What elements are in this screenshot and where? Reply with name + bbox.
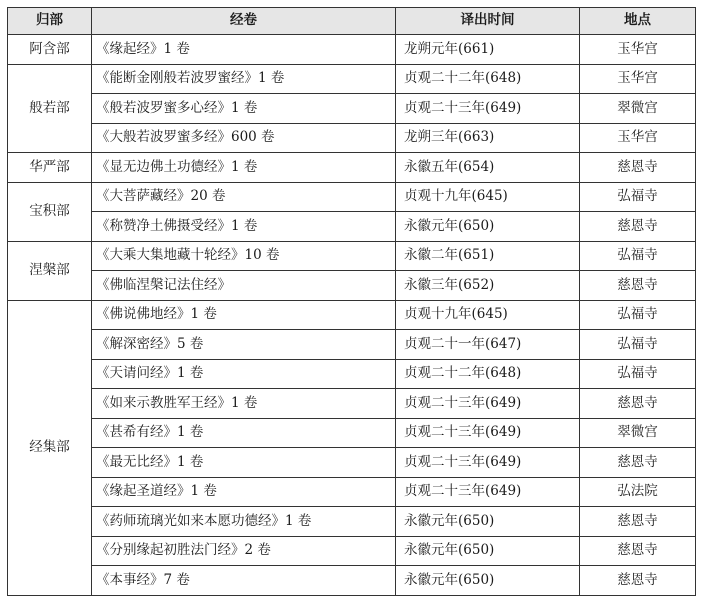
time-cell: 永徽元年(650) xyxy=(396,212,580,242)
place-cell: 翠微宫 xyxy=(580,418,696,448)
time-cell: 龙朔元年(661) xyxy=(396,35,580,65)
document xyxy=(7,7,696,596)
title-cell: 《缘起经》1 卷 xyxy=(92,35,396,65)
header-row xyxy=(8,8,696,35)
title-cell: 《称赞净土佛摄受经》1 卷 xyxy=(92,212,396,242)
time-cell: 贞观二十二年(648) xyxy=(396,64,580,94)
header-time: 译出时间 xyxy=(396,8,580,35)
place-cell: 弘福寺 xyxy=(580,182,696,212)
title-cell: 《最无比经》1 卷 xyxy=(92,448,396,478)
place-cell: 弘福寺 xyxy=(580,300,696,330)
category-cell: 华严部 xyxy=(8,153,92,183)
table-body xyxy=(8,35,696,596)
title-cell: 《缘起圣道经》1 卷 xyxy=(92,477,396,507)
table-row xyxy=(8,64,696,94)
title-cell: 《大乘大集地藏十轮经》10 卷 xyxy=(92,241,396,271)
table-row xyxy=(8,94,696,124)
category-cell: 经集部 xyxy=(8,300,92,595)
table-row xyxy=(8,241,696,271)
title-cell: 《甚希有经》1 卷 xyxy=(92,418,396,448)
table-header xyxy=(8,8,696,35)
category-cell: 阿含部 xyxy=(8,35,92,65)
time-cell: 永徽元年(650) xyxy=(396,507,580,537)
table-row xyxy=(8,330,696,360)
time-cell: 贞观二十三年(649) xyxy=(396,389,580,419)
place-cell: 慈恩寺 xyxy=(580,212,696,242)
time-cell: 永徽三年(652) xyxy=(396,271,580,301)
place-cell: 慈恩寺 xyxy=(580,507,696,537)
place-cell: 慈恩寺 xyxy=(580,566,696,596)
title-cell: 《药师琉璃光如来本愿功德经》1 卷 xyxy=(92,507,396,537)
place-cell: 玉华宫 xyxy=(580,35,696,65)
table-row xyxy=(8,35,696,65)
table-row xyxy=(8,566,696,596)
title-cell: 《本事经》7 卷 xyxy=(92,566,396,596)
title-cell: 《般若波罗蜜多心经》1 卷 xyxy=(92,94,396,124)
time-cell: 贞观十九年(645) xyxy=(396,300,580,330)
header-title: 经卷 xyxy=(92,8,396,35)
title-cell: 《大般若波罗蜜多经》600 卷 xyxy=(92,123,396,153)
place-cell: 慈恩寺 xyxy=(580,536,696,566)
table-row xyxy=(8,123,696,153)
table-row xyxy=(8,507,696,537)
place-cell: 慈恩寺 xyxy=(580,271,696,301)
time-cell: 贞观二十一年(647) xyxy=(396,330,580,360)
table-row xyxy=(8,212,696,242)
table-row xyxy=(8,359,696,389)
place-cell: 慈恩寺 xyxy=(580,153,696,183)
place-cell: 弘福寺 xyxy=(580,241,696,271)
sutra-translation-table xyxy=(7,7,696,596)
table-row xyxy=(8,418,696,448)
table-row xyxy=(8,153,696,183)
table-row xyxy=(8,182,696,212)
time-cell: 永徽二年(651) xyxy=(396,241,580,271)
place-cell: 弘福寺 xyxy=(580,330,696,360)
title-cell: 《解深密经》5 卷 xyxy=(92,330,396,360)
table-row xyxy=(8,389,696,419)
category-cell: 般若部 xyxy=(8,64,92,153)
table-row xyxy=(8,477,696,507)
category-cell: 宝积部 xyxy=(8,182,92,241)
header-place: 地点 xyxy=(580,8,696,35)
time-cell: 永徽元年(650) xyxy=(396,536,580,566)
time-cell: 贞观十九年(645) xyxy=(396,182,580,212)
title-cell: 《大菩萨藏经》20 卷 xyxy=(92,182,396,212)
title-cell: 《分别缘起初胜法门经》2 卷 xyxy=(92,536,396,566)
title-cell: 《如来示教胜军王经》1 卷 xyxy=(92,389,396,419)
time-cell: 永徽元年(650) xyxy=(396,566,580,596)
category-cell: 涅槃部 xyxy=(8,241,92,300)
time-cell: 贞观二十三年(649) xyxy=(396,477,580,507)
table-row xyxy=(8,271,696,301)
place-cell: 翠微宫 xyxy=(580,94,696,124)
title-cell: 《天请问经》1 卷 xyxy=(92,359,396,389)
header-category: 归部 xyxy=(8,8,92,35)
place-cell: 慈恩寺 xyxy=(580,389,696,419)
time-cell: 永徽五年(654) xyxy=(396,153,580,183)
place-cell: 玉华宫 xyxy=(580,64,696,94)
time-cell: 贞观二十三年(649) xyxy=(396,448,580,478)
table-row xyxy=(8,448,696,478)
table-row xyxy=(8,536,696,566)
title-cell: 《能断金刚般若波罗蜜经》1 卷 xyxy=(92,64,396,94)
time-cell: 龙朔三年(663) xyxy=(396,123,580,153)
time-cell: 贞观二十三年(649) xyxy=(396,94,580,124)
place-cell: 弘福寺 xyxy=(580,359,696,389)
title-cell: 《佛临涅槃记法住经》 xyxy=(92,271,396,301)
place-cell: 玉华宫 xyxy=(580,123,696,153)
title-cell: 《佛说佛地经》1 卷 xyxy=(92,300,396,330)
place-cell: 弘法院 xyxy=(580,477,696,507)
time-cell: 贞观二十三年(649) xyxy=(396,418,580,448)
table-row xyxy=(8,300,696,330)
title-cell: 《显无边佛土功德经》1 卷 xyxy=(92,153,396,183)
place-cell: 慈恩寺 xyxy=(580,448,696,478)
time-cell: 贞观二十二年(648) xyxy=(396,359,580,389)
